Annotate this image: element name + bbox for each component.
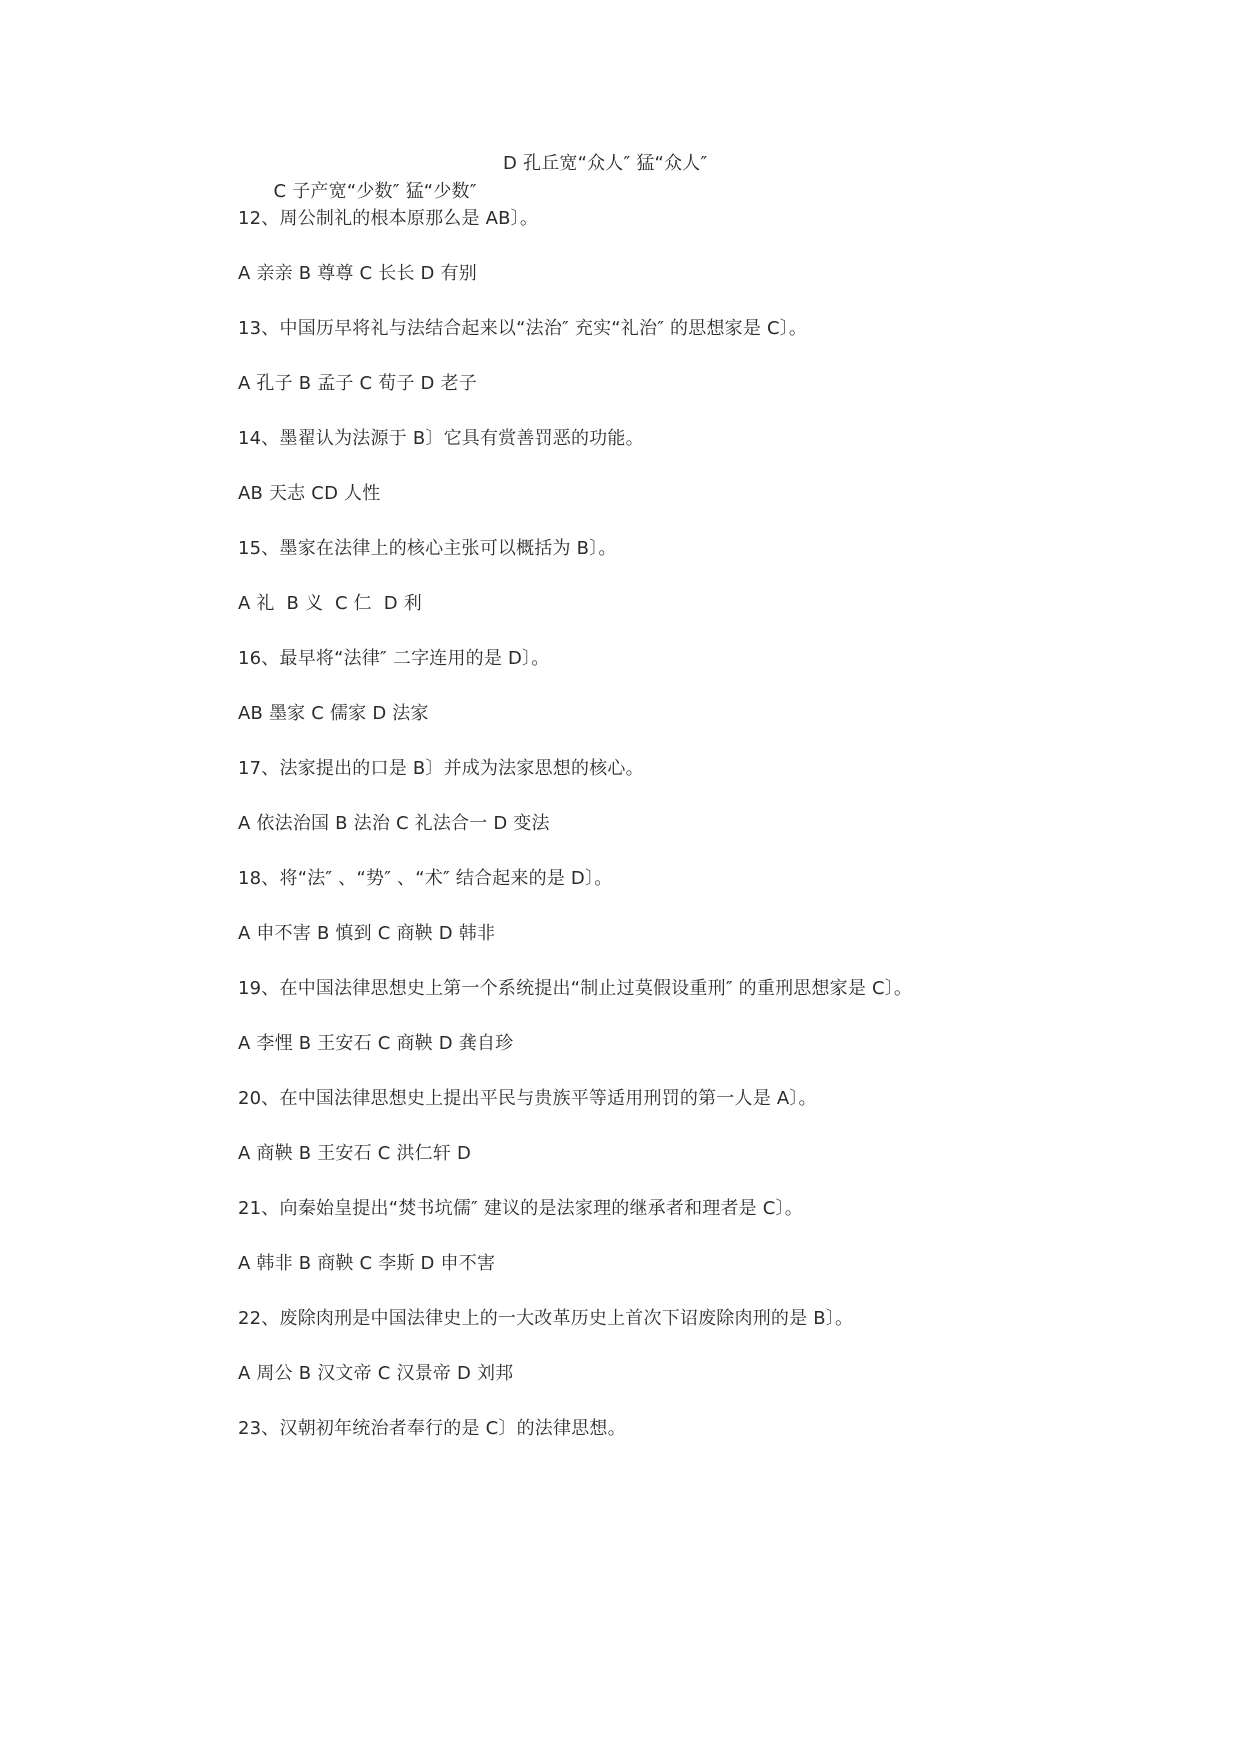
- question-line: 19、在中国法律思想史上第一个系统提出“制止过莫假设重刑″ 的重刑思想家是 C〕。: [238, 978, 913, 999]
- option-line: A 周公 B 汉文帝 C 汉景帝 D 刘邦: [238, 1363, 514, 1384]
- question-line: 18、将“法″ 、“势″ 、“术″ 结合起来的是 D〕。: [238, 868, 613, 889]
- question-line: 14、墨翟认为法源于 B〕它具有赏善罚恶的功能。: [238, 428, 644, 449]
- question-line: 12、周公制礼的根本原那么是 AB〕。: [238, 208, 539, 229]
- option-line: A 商鞅 B 王安石 C 洪仁轩 D: [238, 1143, 472, 1164]
- option-line: A 李悝 B 王安石 C 商鞅 D 龚自珍: [238, 1033, 514, 1054]
- question-line: 21、向秦始皇提出“焚书坑儒″ 建议的是法家理的继承者和理者是 C〕。: [238, 1198, 803, 1219]
- option-line: A 亲亲 B 尊尊 C 长长 D 有别: [238, 263, 477, 284]
- question-line: 17、法家提出的口是 B〕并成为法家思想的核心。: [238, 758, 644, 779]
- option-d-text: D 孔丘宽“众人″ 猛“众人″: [503, 153, 708, 174]
- question-line: 22、废除肉刑是中国法律史上的一大改革历史上首次下诏废除肉刑的是 B〕。: [238, 1308, 854, 1329]
- question-line: 20、在中国法律思想史上提出平民与贵族平等适用刑罚的第一人是 A〕。: [238, 1088, 817, 1109]
- option-line: A 申不害 B 慎到 C 商鞅 D 韩非: [238, 923, 496, 944]
- option-line: A 韩非 B 商鞅 C 李斯 D 申不害: [238, 1253, 496, 1274]
- question-line: 16、最早将“法律″ 二字连用的是 D〕。: [238, 648, 550, 669]
- option-line: AB 天志 CD 人性: [238, 483, 381, 504]
- option-c-text: C 子产宽“少数″ 猛“少数″: [273, 181, 477, 202]
- question-line: 15、墨家在法律上的核心主张可以概括为 B〕。: [238, 538, 617, 559]
- question-line: 13、中国历早将礼与法结合起来以“法治″ 充实“礼治″ 的思想家是 C〕。: [238, 318, 808, 339]
- option-line: A 孔子 B 孟子 C 荀子 D 老子: [238, 373, 477, 394]
- option-line: A 礼 B 义 C 仁 D 利: [238, 593, 422, 614]
- question-line: 23、汉朝初年统治者奉行的是 C〕的法律思想。: [238, 1418, 626, 1439]
- option-line: AB 墨家 C 儒家 D 法家: [238, 703, 429, 724]
- option-line: A 依法治国 B 法治 C 礼法合一 D 变法: [238, 813, 550, 834]
